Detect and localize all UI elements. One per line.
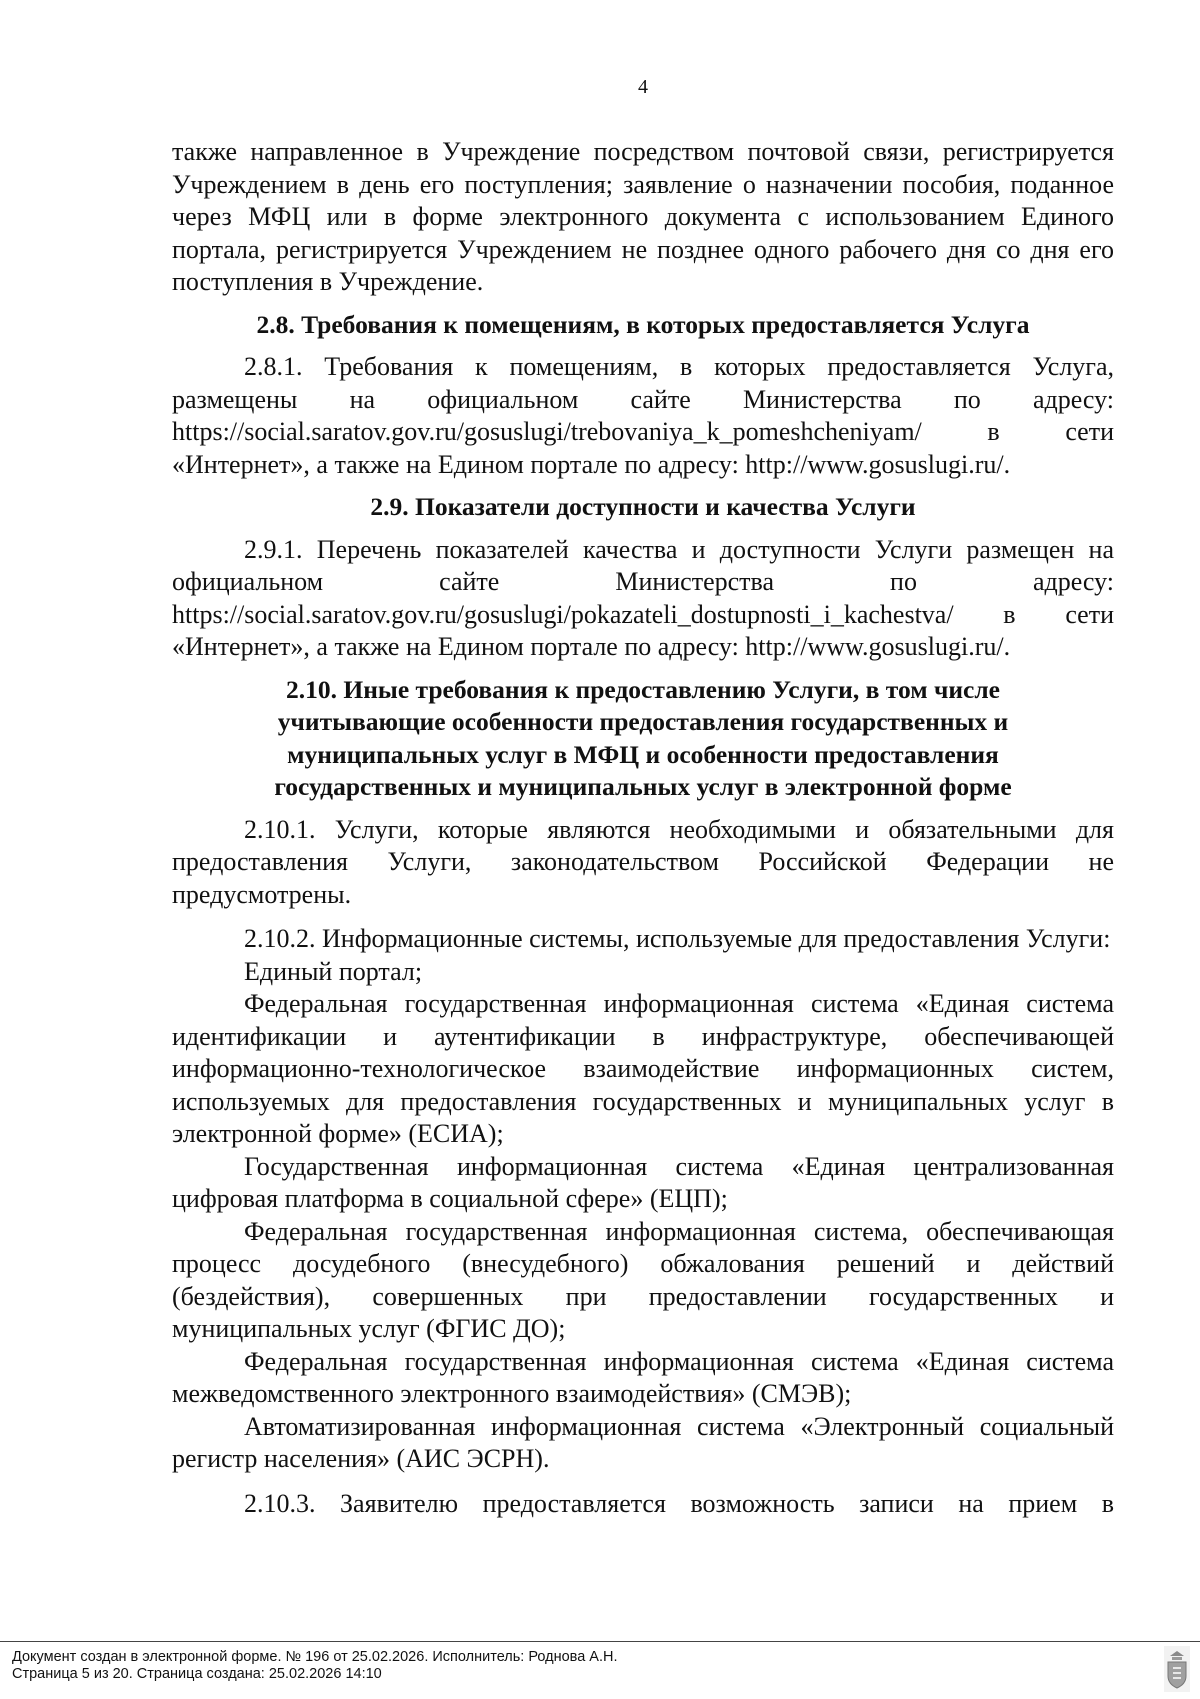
paragraph-2-9-1: 2.9.1. Перечень показателей качества и доступности Услуги размещен на официальном сайте Министерства по адресу: https://social.saratov.gov.ru/gosuslugi/pokazateli_dostupnosti_i_kachestva/ в сети «Интернет», а также на Едином портале по адресу: http://www.gosuslugi.ru/.: [172, 534, 1114, 661]
heading-2-10: 2.10. Иные требования к предоставлению Услуги, в том числе учитывающие особенности предоставления государственных и муниципальных услуг в МФЦ и особенности предоставления государственных и муниципальных услуг в электронной форме: [274, 674, 1012, 801]
paragraph-2-10-1: 2.10.1. Услуги, которые являются необходимыми и обязательными для предоставления Услуги, законодательством Российской Федерации не предусмотрены.: [172, 814, 1114, 909]
heading-2-8: 2.8. Требования к помещениям, в которых предоставляется Услуга: [256, 309, 1030, 339]
footer-line-1: Документ создан в электронной форме. № 196 от 25.02.2026. Исполнитель: Роднова А.Н.: [12, 1649, 618, 1665]
page-number: 4: [638, 76, 648, 98]
list-item-3: Государственная информационная система «Единая централизованная цифровая платформа в социальной сфере» (ЕЦП);: [172, 1151, 1114, 1213]
document-footer: [0, 1641, 1200, 1699]
footer-line-2: Страница 5 из 20. Страница создана: 25.02.2026 14:10: [12, 1666, 382, 1682]
list-item-4: Федеральная государственная информационная система, обеспечивающая процесс досудебного (внесудебного) обжалования решений и действий (бездействия), совершенных при предоставлении государственных и муниципальных услуг (ФГИС ДО);: [172, 1216, 1114, 1343]
paragraph-2-10-3: 2.10.3. Заявителю предоставляется возможность записи на прием в: [244, 1488, 1114, 1518]
paragraph-2-8-1: 2.8.1. Требования к помещениям, в которых предоставляется Услуга, размещены на официальном сайте Министерства по адресу: https://social.saratov.gov.ru/gosuslugi/trebovaniya_k_pomeshcheniyam/ в сети «Интернет», а также на Едином портале по адресу: http://www.gosuslugi.ru/.: [172, 352, 1114, 479]
heading-2-9: 2.9. Показатели доступности и качества Услуги: [370, 492, 916, 521]
list-item-2: Федеральная государственная информационная система «Единая система идентификации и аутентификации в инфраструктуре, обеспечивающей информационно-технологическое взаимодействие информационных систем, используемых для предоставления государственных и муниципальных услуг в электронной форме» (ЕСИА);: [172, 989, 1114, 1148]
list-item-1: Единый портал;: [244, 956, 423, 986]
list-item-5: Федеральная государственная информационная система «Единая система межведомственного электронного взаимодействия» (СМЭВ);: [172, 1346, 1114, 1408]
coat-of-arms-icon: [1164, 1646, 1190, 1692]
paragraph-2-10-2: 2.10.2. Информационные системы, используемые для предоставления Услуги:: [244, 924, 1111, 953]
list-item-6: Автоматизированная информационная система «Электронный социальный регистр населения» (АИС ЭСРН).: [172, 1411, 1114, 1473]
paragraph-continuation: также направленное в Учреждение посредством почтовой связи, регистрируется Учреждением в день его поступления; заявление о назначении пособия, поданное через МФЦ или в форме электронного документа с использованием Единого портала, регистрируется Учреждением не позднее одного рабочего дня со дня его поступления в Учреждение.: [172, 137, 1114, 296]
footer-text: [12, 1649, 618, 1683]
document-body: [172, 136, 1114, 1520]
